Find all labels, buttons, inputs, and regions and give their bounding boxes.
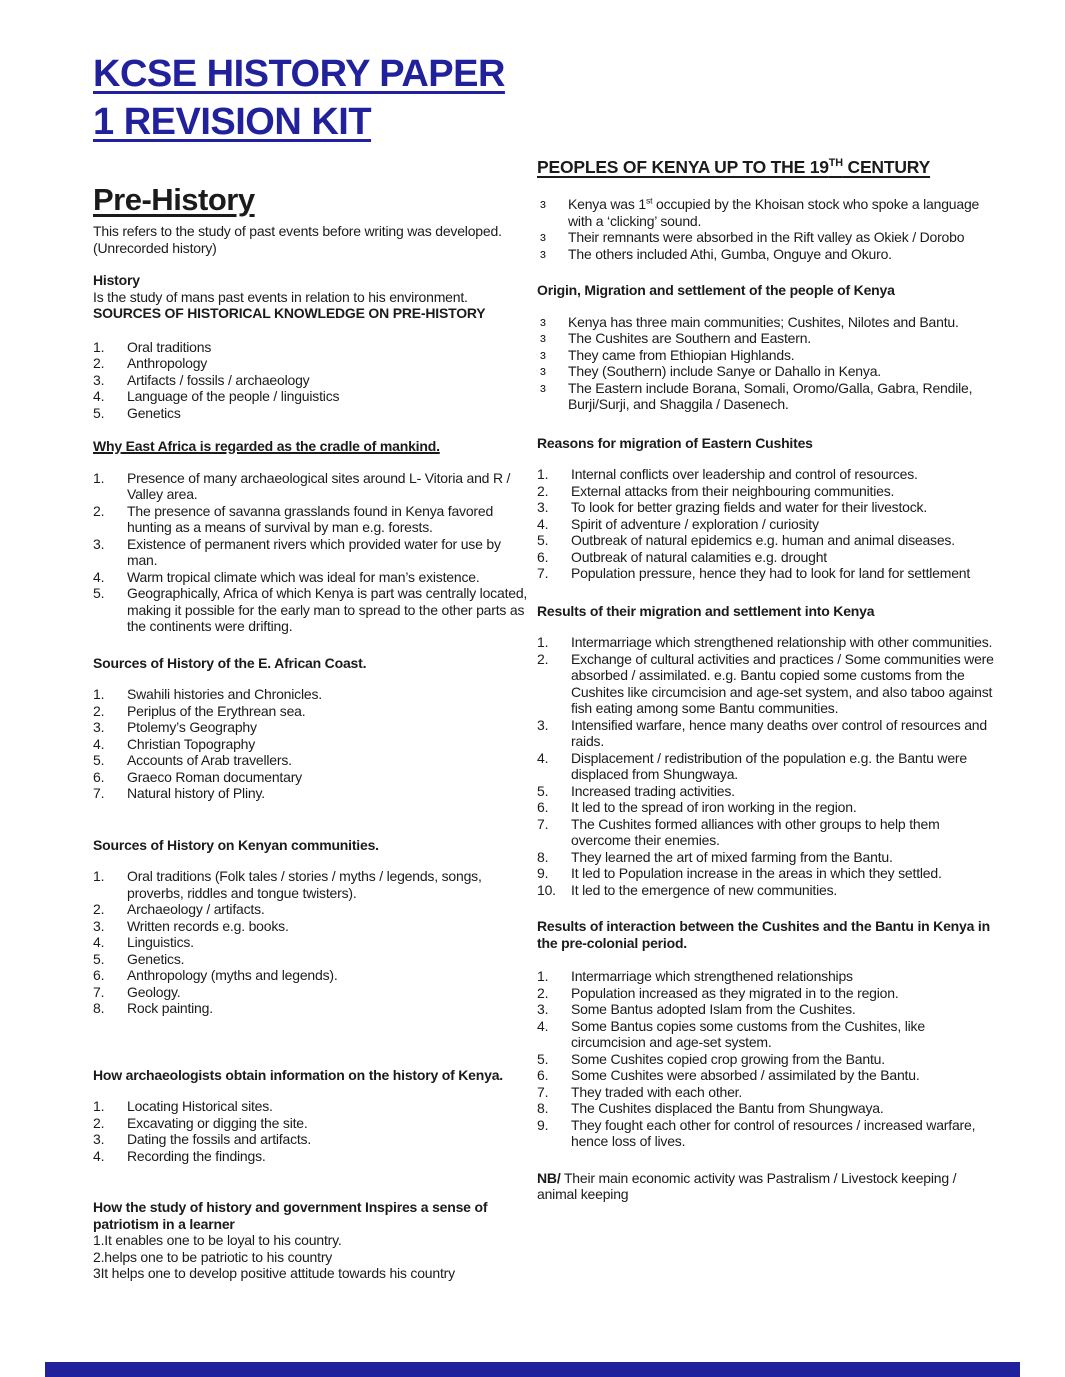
list-number: 7. — [93, 983, 105, 1000]
list-number: 3. — [537, 1001, 549, 1017]
list-number: 7. — [93, 785, 105, 801]
list-number: 3. — [93, 1131, 105, 1147]
list-item-text: The Cushites are Southern and Eastern. — [568, 330, 811, 346]
list-item — [93, 719, 530, 736]
list-item-text: The others included Athi, Gumba, Onguye and Okuro. — [568, 245, 892, 262]
list-item-text: Oral traditions — [127, 338, 212, 355]
list-number: 9. — [537, 1116, 549, 1133]
list-item-text: Population pressure, hence they had to look for land for settlement — [571, 565, 971, 581]
list-item-text: Written records e.g. books. — [127, 917, 289, 934]
list-number: 4. — [537, 1017, 549, 1034]
list-number: 5. — [537, 782, 549, 799]
list-number: 1. — [93, 686, 105, 702]
list-item-text: Swahili histories and Chronicles. — [127, 686, 322, 702]
list-item-text: Some Bantus adopted Islam from the Cushites. — [571, 1001, 856, 1017]
list-item-text: Excavating or digging the site. — [127, 1114, 308, 1131]
list-number: 2. — [93, 1114, 105, 1131]
nb-note: NB/ Their main economic activity was Pastralism / Livestock keeping / animal keeping — [537, 1169, 957, 1202]
list-item — [93, 470, 530, 503]
list-item — [537, 968, 995, 985]
list-item — [537, 1001, 995, 1018]
heading-results-migration: Results of their migration and settlement into Kenya — [537, 602, 875, 619]
list-item-text: Geographically, Africa of which Kenya is part was centrally located, making it possible for the early man to spread to the other parts as the continents were drifting. — [127, 585, 528, 634]
list-item-text: It led to the emergence of new communities. — [571, 881, 838, 898]
list-item-text: Some Bantus copies some customs from the Cushites, like circumcision and age-set system. — [571, 1017, 925, 1050]
list-item — [537, 516, 995, 533]
numbered-list — [93, 686, 530, 802]
list-item-text: Archaeology / artifacts. — [127, 901, 265, 917]
bullet-icon: ɜ — [540, 313, 546, 329]
list-number: 3. — [93, 535, 105, 552]
list-item — [537, 363, 995, 380]
list-item — [537, 1100, 995, 1117]
list-item — [537, 717, 995, 750]
list-item — [537, 985, 995, 1002]
list-number: 1. — [93, 338, 105, 355]
list-item-text: Artifacts / fossils / archaeology — [127, 371, 310, 388]
paragraph: 2.helps one to be patriotic to his country — [93, 1248, 333, 1265]
list-number: 6. — [537, 1067, 549, 1083]
bullet-icon: ɜ — [540, 245, 546, 261]
list-number: 5. — [537, 1050, 549, 1067]
list-item-text: Graeco Roman documentary — [127, 768, 302, 785]
list-item-text: The presence of savanna grasslands found in Kenya favored hunting as a means of survival by man e.g. forests. — [127, 502, 494, 535]
list-number: 3. — [93, 719, 105, 735]
list-item-text: To look for better grazing fields and water for their livestock. — [571, 499, 928, 515]
heading-sources-pre-history: SOURCES OF HISTORICAL KNOWLEDGE ON PRE-HISTORY — [93, 305, 486, 321]
list-item-text: Population increased as they migrated in to the region. — [571, 984, 899, 1001]
list-item-text: Linguistics. — [127, 934, 194, 950]
numbered-list — [93, 868, 530, 1017]
list-item — [537, 466, 995, 483]
list-item-text: Some Cushites were absorbed / assimilated by the Bantu. — [571, 1067, 920, 1083]
bullet-icon: ɜ — [540, 363, 546, 378]
list-item — [537, 196, 995, 229]
bullet-icon: ɜ — [540, 330, 546, 345]
list-item-text: Kenya was 1st occupied by the Khoisan stock who spoke a language with a ‘clicking’ sound. — [568, 195, 980, 229]
list-item — [93, 686, 530, 703]
list-item — [537, 882, 995, 899]
list-item-text: Intermarriage which strengthened relationship with other communities. — [571, 634, 993, 650]
numbered-list — [93, 470, 530, 635]
list-number: 4. — [93, 1147, 105, 1164]
list-number: 5. — [93, 950, 105, 967]
list-number: 6. — [537, 548, 549, 565]
list-item-text: Anthropology (myths and legends). — [127, 967, 338, 983]
list-item — [93, 1000, 530, 1017]
heading-sources-kenyan-communities: Sources of History on Kenyan communities. — [93, 836, 379, 853]
heading-sources-east-african-coast: Sources of History of the E. African Coast. — [93, 654, 367, 671]
list-item-text: Ptolemy’s Geography — [127, 719, 257, 735]
list-item-text: They traded with each other. — [571, 1083, 743, 1100]
list-item — [93, 868, 530, 901]
list-number: 1. — [93, 1098, 105, 1114]
list-number: 8. — [93, 1000, 105, 1016]
list-item-text: Exchange of cultural activities and practices / Some communities were absorbed / assimilated. e.g. Bantu copied some customs from the Cushites like circumcision and age-set system, and also taboo against fish eating among some Bantu communities. — [571, 650, 994, 716]
list-item-text: Dating the fossils and artifacts. — [127, 1131, 312, 1147]
list-item — [93, 388, 530, 405]
heading-history: History — [93, 272, 140, 288]
list-number: 6. — [537, 799, 549, 815]
list-item — [93, 934, 530, 951]
numbered-list — [93, 1098, 530, 1164]
list-item — [537, 865, 995, 882]
list-item — [537, 1084, 995, 1101]
list-item — [93, 1098, 530, 1115]
list-number: 5. — [93, 752, 105, 768]
list-item — [93, 355, 530, 372]
list-item-text: Intensified warfare, hence many deaths over control of resources and raids. — [571, 716, 987, 749]
list-item-text: Spirit of adventure / exploration / curiosity — [571, 515, 819, 532]
list-item-text: Intermarriage which strengthened relationships — [571, 968, 853, 984]
list-item — [93, 536, 530, 569]
list-item — [537, 799, 995, 816]
list-number: 7. — [537, 1083, 549, 1100]
list-item — [93, 405, 530, 422]
list-item — [537, 330, 995, 347]
heading-origin-migration: Origin, Migration and settlement of the people of Kenya — [537, 282, 895, 298]
bullet-icon: ɜ — [540, 379, 546, 395]
list-number: 5. — [537, 532, 549, 548]
list-item — [537, 347, 995, 364]
numbered-list — [537, 466, 995, 582]
list-item — [537, 229, 995, 246]
list-item — [537, 750, 995, 783]
list-item-text: Locating Historical sites. — [127, 1098, 273, 1114]
list-number: 4. — [537, 749, 549, 766]
heading-pre-history: Pre-History — [93, 182, 255, 217]
list-item — [93, 736, 530, 753]
list-item-text: Recording the findings. — [127, 1147, 266, 1164]
list-item-text: External attacks from their neighbouring communities. — [571, 482, 895, 499]
list-item-text: Internal conflicts over leadership and control of resources. — [571, 466, 918, 482]
heading-reasons-migration: Reasons for migration of Eastern Cushites — [537, 434, 813, 451]
list-item — [537, 783, 995, 800]
left-sections — [93, 182, 530, 1282]
numbered-list — [537, 968, 995, 1150]
list-item-text: The Cushites displaced the Bantu from Shungwaya. — [571, 1100, 884, 1116]
list-item — [537, 380, 995, 413]
list-number: 2. — [93, 502, 105, 519]
bullet-icon: ɜ — [540, 196, 546, 211]
list-item — [537, 549, 995, 566]
heading-results-interaction: Results of interaction between the Cushites and the Bantu in Kenya in the pre-colonial period. — [537, 918, 990, 951]
list-number: 8. — [537, 1100, 549, 1116]
list-number: 9. — [537, 865, 549, 881]
list-number: 3. — [537, 499, 549, 515]
bullet-list — [537, 196, 995, 262]
list-number: 2. — [93, 901, 105, 917]
list-item — [537, 565, 995, 582]
list-number: 5. — [93, 404, 105, 421]
list-number: 3. — [537, 716, 549, 733]
list-item — [537, 532, 995, 549]
list-item-text: Outbreak of natural epidemics e.g. human and animal diseases. — [571, 532, 955, 548]
list-number: 2. — [93, 355, 105, 371]
paragraph: Is the study of mans past events in relation to his environment. — [93, 288, 468, 305]
list-item-text: Periplus of the Erythrean sea. — [127, 702, 306, 719]
document-title-line2: 1 REVISION KIT — [93, 101, 372, 143]
list-item — [93, 1131, 530, 1148]
list-number: 3. — [93, 371, 105, 388]
list-number: 5. — [93, 585, 105, 601]
list-number: 2. — [537, 650, 549, 667]
document-title-line1: KCSE HISTORY PAPER — [93, 53, 505, 95]
list-item-text: Christian Topography — [127, 735, 256, 752]
list-item-text: Outbreak of natural calamities e.g. drought — [571, 548, 827, 565]
list-number: 7. — [537, 815, 549, 832]
list-number: 2. — [537, 482, 549, 499]
list-item — [93, 503, 530, 536]
list-item — [93, 1115, 530, 1132]
list-item — [537, 651, 995, 717]
heading-peoples-of-kenya: PEOPLES OF KENYA UP TO THE 19TH CENTURY — [537, 157, 931, 177]
paragraph: 3It helps one to develop positive attitude towards his country — [93, 1265, 455, 1281]
list-item-text: Natural history of Pliny. — [127, 785, 265, 801]
list-number: 3. — [93, 917, 105, 934]
list-item — [537, 816, 995, 849]
list-item — [93, 785, 530, 802]
list-item — [93, 769, 530, 786]
right-sections — [537, 155, 995, 1203]
document-title — [93, 50, 530, 146]
list-item — [93, 1148, 530, 1165]
heading-how-archaeologists: How archaeologists obtain information on the history of Kenya. — [93, 1066, 503, 1083]
list-item — [93, 984, 530, 1001]
list-item-text: The Cushites formed alliances with other groups to help them overcome their enemies. — [571, 815, 940, 848]
list-item-text: It led to Population increase in the areas in which they settled. — [571, 865, 942, 881]
list-number: 6. — [93, 967, 105, 983]
list-item — [93, 372, 530, 389]
list-number: 2. — [93, 702, 105, 719]
list-item-text: Oral traditions (Folk tales / stories / myths / legends, songs, proverbs, riddles and tongue twisters). — [127, 868, 482, 901]
list-item-text: They came from Ethiopian Highlands. — [568, 346, 795, 363]
list-item-text: Geology. — [127, 983, 181, 1000]
list-item-text: Some Cushites copied crop growing from the Bantu. — [571, 1050, 885, 1067]
list-number: 1. — [93, 868, 105, 884]
list-item-text: Rock painting. — [127, 1000, 213, 1016]
list-item — [93, 918, 530, 935]
list-item-text: Genetics. — [127, 950, 185, 967]
list-number: 1. — [537, 968, 549, 984]
bullet-icon: ɜ — [540, 346, 546, 362]
list-item — [537, 1051, 995, 1068]
list-number: 8. — [537, 848, 549, 865]
list-item-text: They fought each other for control of resources / increased warfare, hence loss of lives. — [571, 1116, 976, 1149]
list-item — [93, 569, 530, 586]
list-item-text: The Eastern include Borana, Somali, Oromo/Galla, Gabra, Rendile, Burji/Surji, and Shaggila / Dasenech. — [568, 379, 973, 412]
list-number: 6. — [93, 768, 105, 785]
list-item-text: Existence of permanent rivers which provided water for use by man. — [127, 535, 501, 568]
list-item-text: They learned the art of mixed farming from the Bantu. — [571, 848, 893, 865]
list-item-text: Genetics — [127, 404, 181, 421]
list-item-text: Increased trading activities. — [571, 782, 735, 799]
list-item — [537, 499, 995, 516]
list-item — [93, 585, 530, 635]
heading-cradle-of-mankind: Why East Africa is regarded as the cradle of mankind. — [93, 438, 440, 454]
list-item — [537, 849, 995, 866]
list-number: 4. — [93, 934, 105, 950]
list-item-text: Anthropology — [127, 355, 208, 371]
list-item — [93, 752, 530, 769]
bullet-icon: ɜ — [540, 229, 546, 244]
list-number: 4. — [93, 568, 105, 585]
list-item-text: Their remnants were absorbed in the Rift valley as Okiek / Dorobo — [568, 229, 965, 245]
list-number: 4. — [537, 515, 549, 532]
list-item — [537, 483, 995, 500]
list-item — [537, 634, 995, 651]
list-item-text: They (Southern) include Sanye or Dahallo in Kenya. — [568, 363, 881, 379]
list-number: 4. — [93, 388, 105, 404]
numbered-list — [93, 339, 530, 422]
list-item-text: Accounts of Arab travellers. — [127, 752, 292, 768]
list-item — [93, 703, 530, 720]
nb-label: NB/ — [537, 1169, 561, 1186]
list-item — [93, 901, 530, 918]
footer-bar — [45, 1362, 1020, 1377]
list-number: 1. — [537, 634, 549, 650]
list-number: 1. — [537, 466, 549, 482]
list-item — [537, 314, 995, 331]
list-item — [93, 339, 530, 356]
list-number: 10. — [537, 881, 556, 898]
list-number: 1. — [93, 469, 105, 486]
list-item-text: Presence of many archaeological sites around L- Vitoria and R / Valley area. — [127, 469, 511, 502]
paragraph: This refers to the study of past events before writing was developed.(Unrecorded history) — [93, 223, 502, 256]
right-column — [537, 0, 995, 1203]
list-item-text: Kenya has three main communities; Cushites, Nilotes and Bantu. — [568, 313, 959, 330]
list-item-text: Language of the people / linguistics — [127, 388, 340, 404]
bullet-list — [537, 314, 995, 413]
paragraph: 1.It enables one to be loyal to his country. — [93, 1232, 342, 1248]
list-number: 7. — [537, 565, 549, 581]
heading-patriotism: How the study of history and government Inspires a sense of patriotism in a learner — [93, 1199, 488, 1232]
list-item — [537, 1067, 995, 1084]
list-number: 2. — [537, 984, 549, 1001]
numbered-list — [537, 634, 995, 898]
list-item-text: It led to the spread of iron working in the region. — [571, 799, 857, 815]
left-column — [93, 0, 530, 1282]
list-item — [537, 1018, 995, 1051]
list-item-text: Displacement / redistribution of the population e.g. the Bantu were displaced from Shungwaya. — [571, 749, 967, 782]
list-item — [93, 967, 530, 984]
list-number: 4. — [93, 735, 105, 752]
list-item — [537, 246, 995, 263]
list-item — [537, 1117, 995, 1150]
list-item — [93, 951, 530, 968]
list-item-text: Warm tropical climate which was ideal for man’s existence. — [127, 568, 480, 585]
